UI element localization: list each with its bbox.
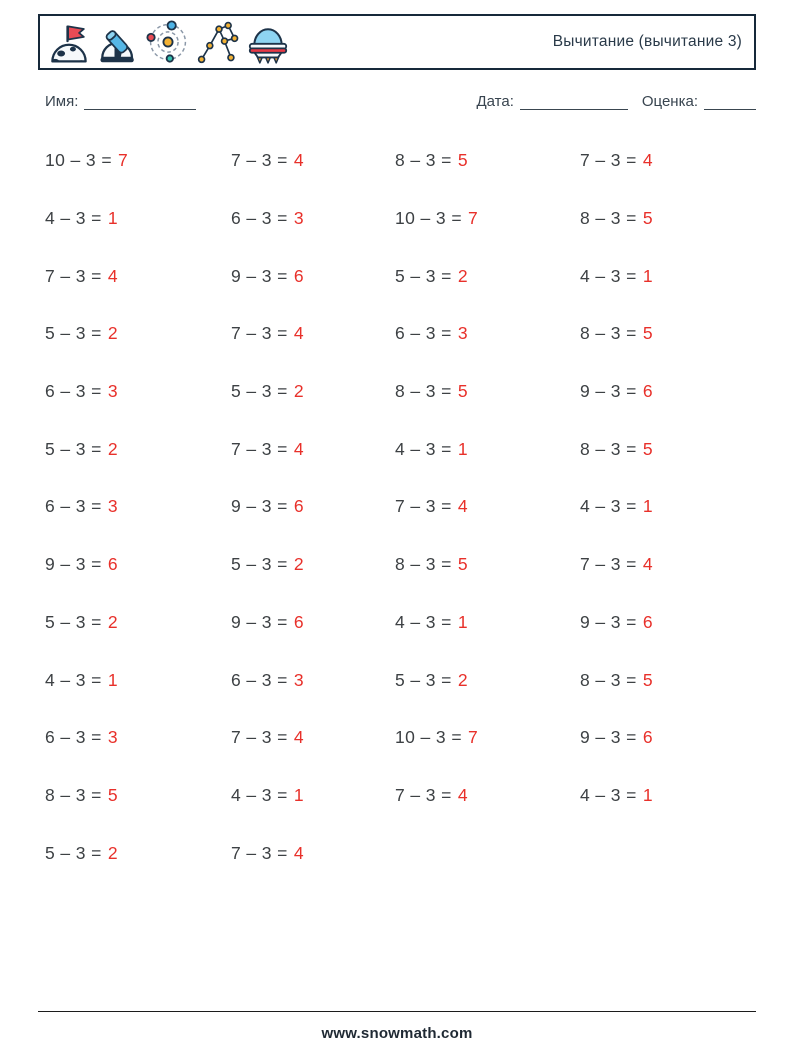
answer-text: 5 — [642, 438, 653, 459]
problem — [580, 150, 756, 171]
answer-text: 5 — [457, 381, 468, 402]
problem — [231, 670, 395, 691]
answer-text: 4 — [642, 554, 653, 575]
answer-text: 3 — [293, 208, 304, 229]
equation-text: 9 – 3 = — [231, 496, 288, 517]
equation-text: 8 – 3 = — [45, 784, 102, 805]
problem — [45, 266, 231, 287]
equation-text: 4 – 3 = — [580, 496, 637, 517]
answer-text: 5 — [642, 669, 653, 690]
problem — [231, 785, 395, 806]
equation-text: 9 – 3 = — [580, 611, 637, 632]
equation-text: 10 – 3 = — [395, 208, 462, 229]
fields-row — [45, 93, 756, 110]
name-field — [45, 93, 196, 110]
equation-text: 4 – 3 = — [580, 784, 637, 805]
problem — [395, 785, 580, 806]
equation-text: 8 – 3 = — [580, 669, 637, 690]
equation-text: 5 – 3 = — [45, 611, 102, 632]
equation-text: 7 – 3 = — [231, 842, 288, 863]
answer-text: 4 — [293, 323, 304, 344]
answer-text: 6 — [107, 554, 118, 575]
equation-text: 7 – 3 = — [395, 784, 452, 805]
equation-text: 6 – 3 = — [45, 727, 102, 748]
answer-text: 1 — [642, 265, 653, 286]
date-score-fields — [476, 93, 756, 110]
equation-text: 4 – 3 = — [45, 208, 102, 229]
equation-text: 7 – 3 = — [395, 496, 452, 517]
equation-text: 9 – 3 = — [231, 265, 288, 286]
problem — [580, 727, 756, 748]
problem — [231, 727, 395, 748]
answer-text: 4 — [107, 265, 118, 286]
equation-text: 5 – 3 = — [231, 554, 288, 575]
atom-icon — [146, 20, 190, 64]
equation-text: 5 – 3 = — [395, 669, 452, 690]
answer-text: 1 — [642, 784, 653, 805]
answer-text: 2 — [457, 669, 468, 690]
equation-text: 7 – 3 = — [231, 438, 288, 459]
problem — [231, 554, 395, 575]
answer-text: 1 — [457, 438, 468, 459]
answer-text: 6 — [293, 496, 304, 517]
problem — [395, 496, 580, 517]
problem — [580, 381, 756, 402]
answer-text: 2 — [457, 265, 468, 286]
problem — [45, 843, 231, 864]
problem — [231, 381, 395, 402]
header-icons — [48, 20, 288, 64]
answer-text: 7 — [467, 208, 479, 229]
problem — [231, 323, 395, 344]
date-field — [476, 93, 627, 110]
problem — [45, 150, 231, 171]
equation-text: 8 – 3 = — [580, 208, 637, 229]
answer-text: 6 — [642, 611, 653, 632]
problem — [45, 612, 231, 633]
answer-text: 4 — [293, 727, 304, 748]
answer-text: 4 — [457, 496, 468, 517]
equation-text: 7 – 3 = — [580, 150, 637, 171]
problem — [45, 496, 231, 517]
equation-text: 5 – 3 = — [45, 842, 102, 863]
name-blank-line[interactable] — [84, 94, 196, 110]
equation-text: 9 – 3 = — [231, 611, 288, 632]
problem — [395, 266, 580, 287]
date-label: Дата: — [476, 93, 514, 110]
answer-text: 7 — [467, 727, 479, 748]
equation-text: 8 – 3 = — [395, 150, 452, 171]
equation-text: 8 – 3 = — [580, 323, 637, 344]
equation-text: 7 – 3 = — [231, 323, 288, 344]
answer-text: 6 — [293, 611, 304, 632]
equation-text: 4 – 3 = — [395, 438, 452, 459]
equation-text: 5 – 3 = — [231, 381, 288, 402]
answer-text: 2 — [293, 381, 304, 402]
answer-text: 4 — [457, 784, 468, 805]
problem — [395, 323, 580, 344]
answer-text: 3 — [293, 669, 304, 690]
equation-text: 6 – 3 = — [231, 208, 288, 229]
equation-text: 7 – 3 = — [580, 554, 637, 575]
equation-text: 9 – 3 = — [580, 727, 637, 748]
equation-text: 5 – 3 = — [45, 438, 102, 459]
answer-text: 4 — [293, 842, 304, 863]
answer-text: 6 — [642, 381, 653, 402]
problem — [395, 612, 580, 633]
answer-text: 4 — [642, 150, 653, 171]
problem — [580, 785, 756, 806]
score-blank-line[interactable] — [704, 94, 756, 110]
answer-text: 5 — [457, 150, 468, 171]
answer-text: 3 — [457, 323, 468, 344]
footer-divider — [38, 1011, 756, 1012]
problem — [580, 496, 756, 517]
answer-text: 4 — [293, 438, 304, 459]
equation-text: 7 – 3 = — [231, 150, 288, 171]
problem — [395, 554, 580, 575]
answer-text: 5 — [457, 554, 468, 575]
problem — [580, 208, 756, 229]
name-label: Имя: — [45, 93, 79, 110]
answer-text: 2 — [107, 438, 118, 459]
score-label: Оценка: — [641, 93, 698, 110]
answer-text: 7 — [117, 150, 129, 171]
problems-grid — [45, 132, 756, 882]
problem — [580, 323, 756, 344]
problem — [395, 150, 580, 171]
equation-text: 6 – 3 = — [395, 323, 452, 344]
answer-text: 6 — [293, 265, 304, 286]
answer-text: 5 — [642, 323, 653, 344]
problem — [395, 381, 580, 402]
date-blank-line[interactable] — [520, 94, 628, 110]
equation-text: 8 – 3 = — [395, 554, 452, 575]
page-title: Вычитание (вычитание 3) — [552, 33, 742, 50]
answer-text: 1 — [457, 611, 468, 632]
answer-text: 1 — [107, 669, 118, 690]
problem — [395, 670, 580, 691]
problem — [231, 208, 395, 229]
problem — [231, 439, 395, 460]
equation-text: 9 – 3 = — [580, 381, 637, 402]
answer-text: 2 — [107, 842, 118, 863]
problem — [231, 496, 395, 517]
constellation-icon — [197, 20, 241, 64]
problem — [45, 727, 231, 748]
equation-text: 5 – 3 = — [395, 265, 452, 286]
equation-text: 10 – 3 = — [395, 727, 462, 748]
problem — [580, 439, 756, 460]
equation-text: 6 – 3 = — [45, 496, 102, 517]
problem — [580, 670, 756, 691]
problem — [45, 323, 231, 344]
equation-text: 9 – 3 = — [45, 554, 102, 575]
equation-text: 4 – 3 = — [580, 265, 637, 286]
answer-text: 2 — [107, 323, 118, 344]
answer-text: 1 — [107, 208, 118, 229]
equation-text: 8 – 3 = — [580, 438, 637, 459]
telescope-icon — [97, 22, 139, 64]
answer-text: 1 — [642, 496, 653, 517]
equation-text: 4 – 3 = — [45, 669, 102, 690]
answer-text: 5 — [107, 784, 118, 805]
problem — [580, 266, 756, 287]
equation-text: 6 – 3 = — [45, 381, 102, 402]
equation-text: 10 – 3 = — [45, 150, 112, 171]
problem — [395, 208, 580, 229]
answer-text: 2 — [293, 554, 304, 575]
answer-text: 3 — [107, 496, 118, 517]
problem — [45, 381, 231, 402]
ufo-icon — [248, 20, 288, 64]
problem — [45, 208, 231, 229]
problem — [45, 785, 231, 806]
footer-url: www.snowmath.com — [321, 1025, 473, 1042]
equation-text: 8 – 3 = — [395, 381, 452, 402]
equation-text: 4 – 3 = — [395, 611, 452, 632]
equation-text: 6 – 3 = — [231, 669, 288, 690]
score-field — [642, 93, 756, 110]
answer-text: 3 — [107, 381, 118, 402]
equation-text: 5 – 3 = — [45, 323, 102, 344]
answer-text: 1 — [293, 784, 304, 805]
problem — [231, 150, 395, 171]
problem — [231, 843, 395, 864]
problem — [231, 612, 395, 633]
problem — [580, 612, 756, 633]
problem — [231, 266, 395, 287]
problem — [45, 554, 231, 575]
problem — [395, 727, 580, 748]
problem — [45, 439, 231, 460]
answer-text: 2 — [107, 611, 118, 632]
problem — [580, 554, 756, 575]
header-box — [38, 14, 756, 70]
moon-flag-icon — [48, 22, 90, 64]
equation-text: 4 – 3 = — [231, 784, 288, 805]
problem — [395, 439, 580, 460]
equation-text: 7 – 3 = — [45, 265, 102, 286]
problem — [45, 670, 231, 691]
answer-text: 5 — [642, 208, 653, 229]
answer-text: 3 — [107, 727, 118, 748]
equation-text: 7 – 3 = — [231, 727, 288, 748]
answer-text: 4 — [293, 150, 304, 171]
answer-text: 6 — [642, 727, 653, 748]
